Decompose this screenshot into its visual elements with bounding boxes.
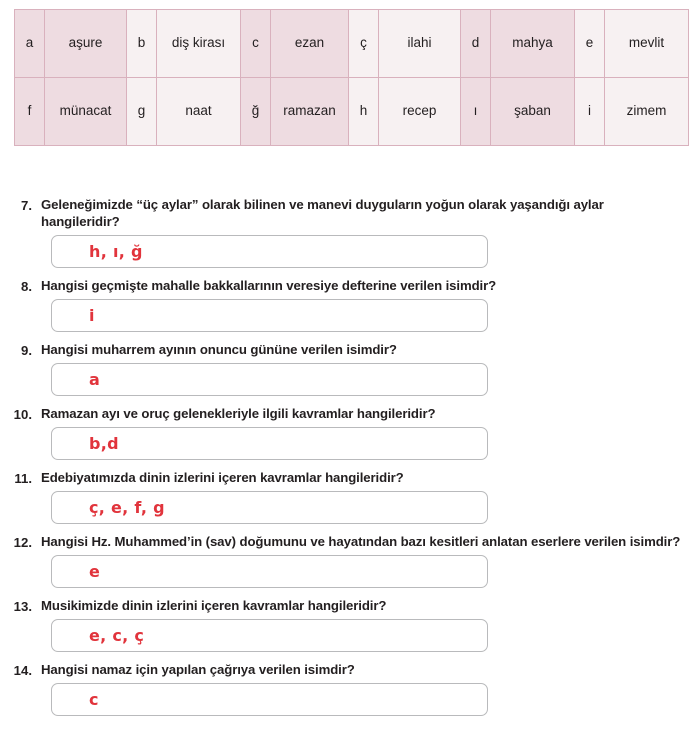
answer-input-7[interactable] [51,235,488,268]
word-key-cell: i [575,78,605,146]
word-key-cell: f [15,78,45,146]
word-value-cell: recep [379,78,461,146]
word-value-cell: diş kirası [157,10,241,78]
question-body [32,277,689,341]
question-item-9 [0,341,689,405]
word-value-cell: zimem [605,78,689,146]
answer-input-10[interactable] [51,427,488,460]
word-key-cell: ç [349,10,379,78]
questions-list [0,196,689,725]
question-text: Hangisi Hz. Muhammed’in (sav) doğumunu ve hayatından bazı kesitleri anlatan eserlere verilen isimdir? [41,534,681,549]
answer-input-8[interactable] [51,299,488,332]
word-key-cell: h [349,78,379,146]
answer-value: c [89,689,99,709]
question-number: 11. [14,471,32,486]
question-text: Hangisi namaz için yapılan çağrıya verilen isimdir? [41,662,355,677]
answer-value: h, ı, ğ [89,241,143,261]
question-number: 8. [21,279,32,294]
word-value-cell: ilahi [379,10,461,78]
word-value-cell: ramazan [271,78,349,146]
question-item-14 [0,661,689,725]
word-key-cell: c [241,10,271,78]
answer-input-11[interactable] [51,491,488,524]
answer-value: e, c, ç [89,625,145,645]
word-key-cell: e [575,10,605,78]
question-text: Hangisi geçmişte mahalle bakkallarının veresiye defterine verilen isimdir? [41,278,497,293]
question-body [32,597,689,661]
table-row [15,10,689,78]
word-key-cell: a [15,10,45,78]
question-item-7 [0,196,689,277]
question-body [32,341,689,405]
question-number: 14. [13,663,32,678]
question-number: 9. [21,343,32,358]
word-value-cell: münacat [45,78,127,146]
question-item-8 [0,277,689,341]
word-value-cell: aşure [45,10,127,78]
question-number: 7. [21,198,32,213]
question-item-10 [0,405,689,469]
table-row [15,78,689,146]
question-body [32,405,689,469]
answer-value: e [89,561,101,581]
question-body [32,469,689,533]
answer-input-12[interactable] [51,555,488,588]
answer-value: b,d [89,433,119,453]
question-body [32,661,689,725]
word-key-cell: ğ [241,78,271,146]
question-text: Ramazan ayı ve oruç gelenekleriyle ilgili kavramlar hangileridir? [41,406,436,421]
word-value-cell: mahya [491,10,575,78]
question-text: Geleneğimizde “üç aylar” olarak bilinen ve manevi duyguların yoğun olarak yaşandığı aylar hangileridir? [41,197,604,229]
question-item-13 [0,597,689,661]
question-body [32,196,689,277]
word-bank-body [15,10,689,146]
question-body [32,533,689,597]
word-key-cell: ı [461,78,491,146]
word-key-cell: b [127,10,157,78]
question-number: 10. [13,407,32,422]
word-value-cell: şaban [491,78,575,146]
word-key-cell: g [127,78,157,146]
answer-input-13[interactable] [51,619,488,652]
word-value-cell: naat [157,78,241,146]
answer-value: i [89,305,95,325]
question-item-11 [0,469,689,533]
word-bank-table [14,9,689,146]
answer-input-9[interactable] [51,363,488,396]
question-text: Musikimizde dinin izlerini içeren kavramlar hangileridir? [41,598,387,613]
word-value-cell: mevlit [605,10,689,78]
question-number: 13. [13,599,32,614]
question-text: Edebiyatımızda dinin izlerini içeren kavramlar hangileridir? [41,470,404,485]
question-number: 12. [13,535,32,550]
answer-value: a [89,369,101,389]
answer-input-14[interactable] [51,683,488,716]
question-text: Hangisi muharrem ayının onuncu gününe verilen isimdir? [41,342,397,357]
word-value-cell: ezan [271,10,349,78]
answer-value: ç, e, f, g [89,497,165,517]
question-item-12 [0,533,689,597]
word-key-cell: d [461,10,491,78]
